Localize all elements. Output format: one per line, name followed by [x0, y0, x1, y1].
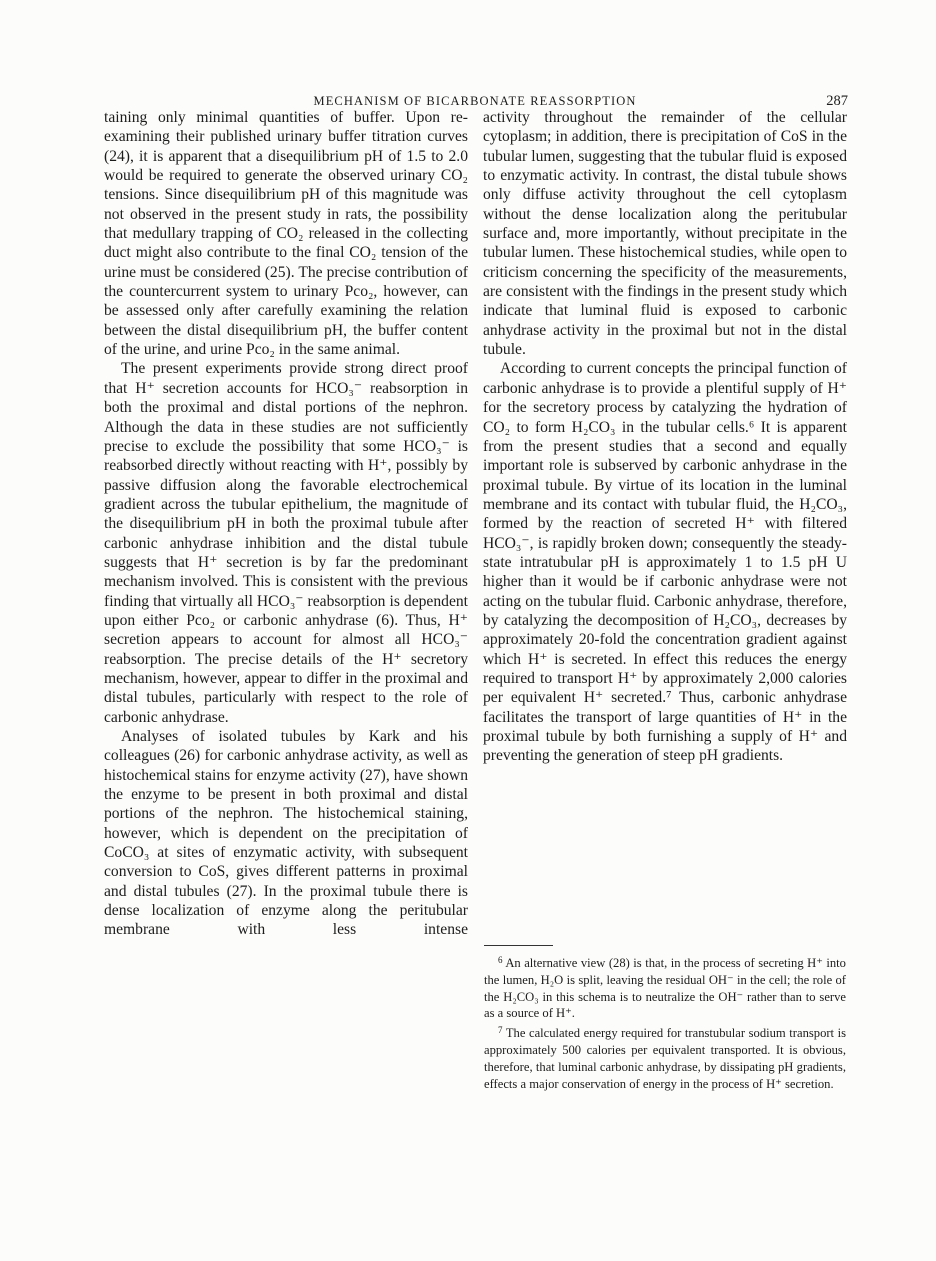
right-column: [483, 108, 847, 766]
footnote-mark: 6: [498, 955, 503, 965]
footnote-6: [484, 952, 846, 1022]
paragraph: The present experiments provide strong direct proof that H⁺ secretion accounts for HCO₃⁻ reabsorption in both the proximal and distal portions of the nephron. Although the data in these studies are not sufficiently precise to exclude the possibility that some HCO₃⁻ is reabsorbed directly without reacting with H⁺, possibly by passive diffusion along the favorable electrochemical gradient across the tubular epithelium, the magnitude of the disequilibrium pH in both the proximal tubule after carbonic anhydrase inhibition and the distal tubule suggests that H⁺ secretion is by far the predominant mechanism involved. This is consistent with the previous finding that virtually all HCO₃⁻ reabsorption is dependent upon either Pco₂ or carbonic anhydrase (6). Thus, H⁺ secretion appears to account for almost all HCO₃⁻ reabsorption. The precise details of the H⁺ secretory mechanism, however, appear to differ in the proximal and distal tubules, particularly with respect to the role of carbonic anhydrase.: [104, 360, 468, 726]
footnote-divider: [484, 945, 553, 946]
paragraph: activity throughout the remainder of the cellular cytoplasm; in addition, there is precipitation of CoS in the tubular lumen, suggesting that the tubular fluid is exposed to enzymatic activity. In contrast, the distal tubule shows only diffuse activity throughout the cell cytoplasm without the dense localization along the peritubular surface and, more importantly, without precipitate in the tubular lumen. These histochemical studies, while open to criticism concerning the specificity of the measurements, are consistent with the findings in the present study which indicate that luminal fluid is exposed to carbonic anhydrase activity in the proximal but not in the distal tubule.: [483, 109, 847, 359]
footnote-text: The calculated energy required for transtubular sodium transport is approximately 500 calories per equivalent transported. It is obvious, therefore, that luminal carbonic anhydrase, by dissipating pH gradients, effects a major conservation of energy in the process of H⁺ secretion.: [484, 1026, 847, 1091]
footnote-7: [484, 1022, 846, 1092]
paragraph: taining only minimal quantities of buffer. Upon re-examining their published urinary buffer titration curves (24), it is apparent that a disequilibrium pH of 1.5 to 2.0 would be required to generate the observed urinary CO₂ tensions. Since disequilibrium pH of this magnitude was not observed in the present study in rats, the possibility that medullary trapping of CO₂ released in the collecting duct might also contribute to the final CO₂ tension of the urine must be considered (25). The precise contribution of the countercurrent system to urinary Pco₂, however, can be assessed only after carefully examining the relation between the distal disequilibrium pH, the buffer content of the urine, and urine Pco₂ in the same animal.: [104, 109, 468, 359]
footnote-mark: 7: [498, 1025, 503, 1036]
running-title: MECHANISM OF BICARBONATE REASSORPTION: [313, 94, 637, 108]
page-number: 287: [826, 93, 848, 109]
footnotes: [484, 952, 846, 1092]
left-column: [104, 108, 468, 940]
footnote-text: An alternative view (28) is that, in the process of secreting H⁺ into the lumen, H₂O is split, leaving the residual OH⁻ in the cell; the role of the H₂CO₃ in this schema is to neutralize the OH⁻ rather than to serve as a source of H⁺.: [484, 956, 846, 1021]
paragraph: Analyses of isolated tubules by Kark and his colleagues (26) for carbonic anhydrase activity, as well as histochemical stains for enzyme activity (27), have shown the enzyme to be present in both proximal and distal portions of the nephron. The histochemical staining, however, which is dependent on the precipitation of CoCO₃ at sites of enzymatic activity, with subsequent conversion to CoS, gives different patterns in proximal and distal tubules (27). In the proximal tubule there is dense localization of enzyme along the peritubular membrane with less intense: [104, 728, 468, 939]
paragraph: According to current concepts the principal function of carbonic anhydrase is to provide a plentiful supply of H⁺ for the secretory process by catalyzing the hydration of CO₂ to form H₂CO₃ in the tubular cells.⁶ It is apparent from the present studies that a second and equally important role is subserved by carbonic anhydrase in the proximal tubule. By virtue of its location in the luminal membrane and its contact with tubular fluid, the H₂CO₃, formed by the reaction of secreted H⁺ with filtered HCO₃⁻, is rapidly broken down; consequently the steady-state intratubular pH is approximately 1 to 1.5 pH U higher than it would be if carbonic anhydrase were not acting on the tubular fluid. Carbonic anhydrase, therefore, by catalyzing the decomposition of H₂CO₃, decreases by approximately 20-fold the concentration gradient against which H⁺ is secreted. In effect this reduces the energy required to transport H⁺ by approximately 2,000 calories per equivalent H⁺ secreted.⁷ Thus, carbonic anhydrase facilitates the transport of large quantities of H⁺ in the proximal tubule by both furnishing a supply of H⁺ and preventing the generation of steep pH gradients.: [483, 360, 847, 765]
